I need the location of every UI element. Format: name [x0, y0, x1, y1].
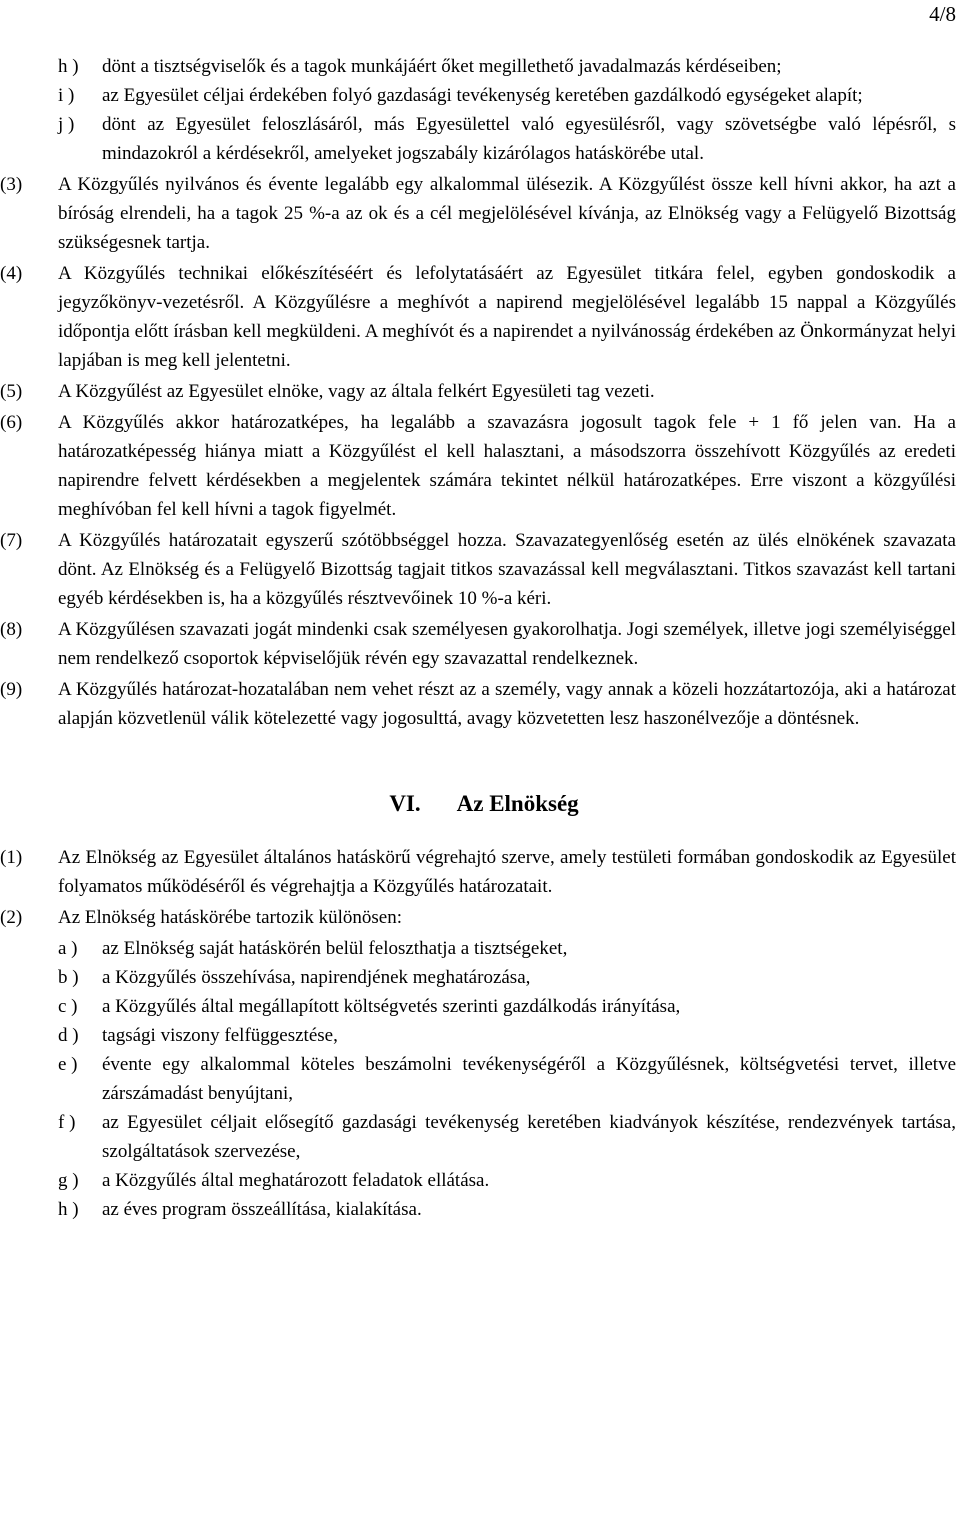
paragraph-number: (4): [0, 263, 23, 284]
paragraph-text: A Közgyűlés határozatait egyszerű szótöbbséggel hozza. Szavazategyenlőség esetén az ülés elnökének szavazata dönt. Az Elnökség és a Felügyelő Bizottság tagjait titkos szavazással kell megválasztani. Titkos szavazást kell tartani egyéb kérdésekben is, ha a közgyűlés résztvevőinek 10 %-a kéri.: [58, 530, 956, 609]
board-paragraphs: [0, 843, 960, 932]
paragraph: [0, 843, 956, 901]
paragraph-number: (2): [0, 907, 23, 928]
paragraph-number: (9): [0, 679, 23, 700]
paragraph-text: A Közgyűlés akkor határozatképes, ha legalább a szavazásra jogosult tagok fele + 1 fő jelen van. Ha a határozatképesség hiánya miatt a Közgyűlést el kell halasztani, a másodszorra összehívott Közgyűlés az eredeti napirendre felvett kérdésekben a megjelentek számára tekintet nélkül határozatképes. Erre viszont a közgyűlési meghívóban fel kell hívni a tagok figyelmét.: [58, 412, 956, 520]
paragraph: [0, 259, 956, 375]
section-title: Az Elnökség: [456, 791, 579, 816]
list-item-text: a Közgyűlés által megállapított költségvetés szerinti gazdálkodás irányítása,: [102, 996, 681, 1017]
top-item-list: [0, 52, 960, 168]
list-item: [58, 81, 956, 110]
list-item: [58, 1050, 956, 1108]
paragraph: [0, 675, 956, 733]
paragraph: [0, 526, 956, 613]
list-marker: d ): [58, 1025, 79, 1046]
paragraph-text: A Közgyűlésen szavazati jogát mindenki csak személyesen gyakorolhatja. Jogi személyek, illetve jogi személyiséggel nem rendelkező csoportok képviselőjük révén egy szavazattal rendelkeznek.: [58, 619, 956, 669]
list-marker: a ): [58, 938, 78, 959]
paragraph: [0, 377, 956, 406]
list-item: [58, 963, 956, 992]
paragraph-number: (1): [0, 847, 23, 868]
list-item-text: dönt az Egyesület feloszlásáról, más Egyesülettel való egyesülésről, vagy szövetségbe való lépésről, s mindazokról a kérdésekről, amelyeket jogszabály kizárólagos hatáskörébe utal.: [102, 114, 956, 164]
section-numeral: VI.: [389, 791, 421, 816]
list-item-text: az Elnökség saját hatáskörén belül feloszthatja a tisztségeket,: [102, 938, 568, 959]
list-item-text: az Egyesület céljai érdekében folyó gazdasági tevékenység keretében gazdálkodó egységeket alapít;: [102, 85, 863, 106]
list-item-text: a Közgyűlés által meghatározott feladatok ellátása.: [102, 1170, 490, 1191]
paragraph: [0, 408, 956, 524]
page-number: 4/8: [929, 2, 956, 26]
general-assembly-paragraphs: [0, 170, 960, 733]
paragraph-number: (3): [0, 174, 23, 195]
paragraph-number: (6): [0, 412, 23, 433]
paragraph-text: A Közgyűlés határozat-hozatalában nem vehet részt az a személy, vagy annak a közeli hozzátartozója, aki a határozat alapján közvetlenül válik kötelezetté vagy jogosulttá, avagy közvetetten lesz haszonélvezője a döntésnek.: [58, 679, 956, 729]
paragraph-number: (8): [0, 619, 23, 640]
section-heading: [0, 789, 960, 819]
paragraph: [0, 170, 956, 257]
list-item-text: a Közgyűlés összehívása, napirendjének meghatározása,: [102, 967, 531, 988]
list-item-text: az éves program összeállítása, kialakítása.: [102, 1199, 422, 1220]
paragraph-text: A Közgyűlést az Egyesület elnöke, vagy az általa felkért Egyesületi tag vezeti.: [58, 381, 655, 402]
list-marker: h ): [58, 1199, 79, 1220]
list-item: [58, 1021, 956, 1050]
list-marker: e ): [58, 1054, 78, 1075]
list-marker: j ): [58, 114, 75, 135]
paragraph-number: (5): [0, 381, 23, 402]
list-item: [58, 52, 956, 81]
list-item-text: évente egy alkalommal köteles beszámolni tevékenységéről a Közgyűlésnek, költségvetési tervet, illetve zárszámadást benyújtani,: [102, 1054, 956, 1104]
list-item: [58, 1166, 956, 1195]
board-duties-list: [0, 934, 960, 1224]
paragraph-number: (7): [0, 530, 23, 551]
paragraph-text: Az Elnökség az Egyesület általános hatáskörű végrehajtó szerve, amely testületi formában gondoskodik az Egyesület folyamatos működéséről és végrehajtja a Közgyűlés határozatait.: [58, 847, 956, 897]
list-marker: c ): [58, 996, 78, 1017]
list-marker: h ): [58, 56, 79, 77]
paragraph-text: Az Elnökség hatáskörébe tartozik különösen:: [58, 907, 403, 928]
list-item-text: dönt a tisztségviselők és a tagok munkájáért őket megillethető javadalmazás kérdéseiben;: [102, 56, 782, 77]
paragraph: [0, 903, 956, 932]
document-body: [0, 52, 960, 1224]
paragraph-text: A Közgyűlés nyilvános és évente legalább egy alkalommal ülésezik. A Közgyűlést össze kell hívni akkor, ha azt a bíróság elrendeli, ha a tagok 25 %-a az ok és a cél megjelölésével kívánja, az Elnökség vagy a Felügyelő Bizottság szükségesnek tartja.: [58, 174, 956, 253]
list-item: [58, 1195, 956, 1224]
list-item: [58, 1108, 956, 1166]
list-item-text: az Egyesület céljait elősegítő gazdasági tevékenység keretében kiadványok készítése, rendezvények tartása, szolgáltatások szervezése,: [102, 1112, 956, 1162]
list-item: [58, 992, 956, 1021]
list-marker: b ): [58, 967, 79, 988]
list-marker: f ): [58, 1112, 76, 1133]
list-item: [58, 934, 956, 963]
list-item: [58, 110, 956, 168]
list-item-text: tagsági viszony felfüggesztése,: [102, 1025, 338, 1046]
list-marker: i ): [58, 85, 75, 106]
paragraph-text: A Közgyűlés technikai előkészítéséért és lefolytatásáért az Egyesület titkára felel, egyben gondoskodik a jegyzőkönyv-vezetésről. A Közgyűlésre a meghívót a napirend megjelölésével legalább 15 nappal a Közgyűlés időpontja előtt írásban kell megküldeni. A meghívót és a napirendet a nyilvánosság érdekében az Önkormányzat helyi lapjában is meg kell jelentetni.: [58, 263, 956, 371]
list-marker: g ): [58, 1170, 79, 1191]
paragraph: [0, 615, 956, 673]
